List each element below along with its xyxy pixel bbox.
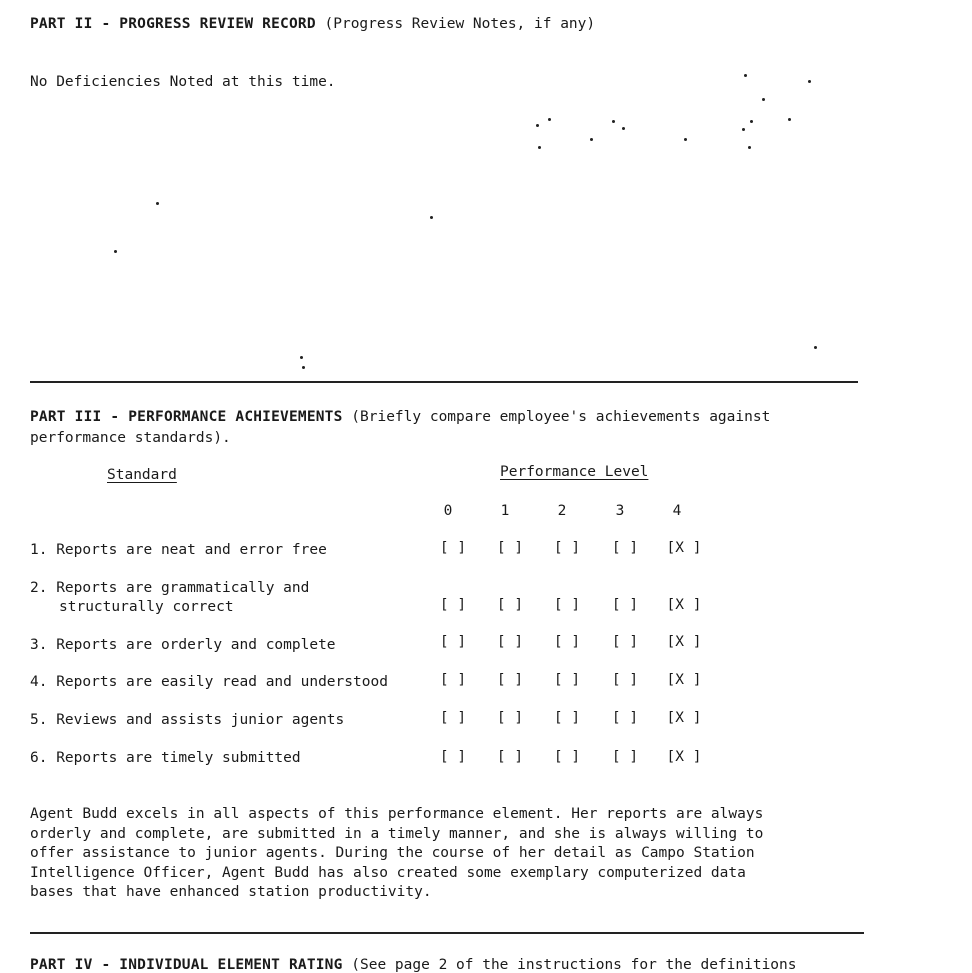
standard-row-label: 2. Reports are grammatically and — [30, 580, 310, 596]
rating-checkbox-3: [ ] — [611, 749, 639, 765]
rating-checkbox-4: [X ] — [666, 597, 702, 613]
standard-row-label: 1. Reports are neat and error free — [30, 542, 327, 558]
level-0-label: 0 — [443, 503, 453, 519]
narrative-line: bases that have enhanced station productivity. — [30, 884, 432, 900]
rating-checkbox-2: [ ] — [553, 710, 581, 726]
rating-checkbox-2: [ ] — [553, 634, 581, 650]
standard-row-label: 6. Reports are timely submitted — [30, 750, 301, 766]
standard-row-label: 3. Reports are orderly and complete — [30, 637, 336, 653]
standard-row-label: 5. Reviews and assists junior agents — [30, 712, 345, 728]
part3-heading-line — [30, 409, 770, 425]
part4-note: (See page 2 of the instructions for the definitions — [351, 957, 797, 973]
rating-checkbox-2: [ ] — [553, 672, 581, 688]
standard-row-label: 4. Reports are easily read and understood — [30, 674, 388, 690]
rating-checkbox-1: [ ] — [496, 672, 524, 688]
rating-checkbox-4: [X ] — [666, 634, 702, 650]
part2-note: (Progress Review Notes, if any) — [324, 16, 596, 32]
rating-checkbox-2: [ ] — [553, 749, 581, 765]
rating-checkbox-3: [ ] — [611, 672, 639, 688]
performance-level-header: Performance Level — [500, 464, 649, 480]
rating-checkbox-0: [ ] — [439, 540, 467, 556]
rating-checkbox-1: [ ] — [496, 710, 524, 726]
level-1-label: 1 — [500, 503, 510, 519]
level-3-label: 3 — [615, 503, 625, 519]
rating-checkbox-1: [ ] — [496, 749, 524, 765]
section-divider-bottom — [30, 932, 864, 934]
part4-heading: PART IV - INDIVIDUAL ELEMENT RATING — [30, 957, 343, 973]
rating-checkbox-4: [X ] — [666, 672, 702, 688]
part2-heading-line — [30, 16, 595, 32]
rating-checkbox-0: [ ] — [439, 597, 467, 613]
rating-checkbox-3: [ ] — [611, 597, 639, 613]
rating-checkbox-2: [ ] — [553, 597, 581, 613]
rating-checkbox-0: [ ] — [439, 710, 467, 726]
part3-note-line2: performance standards). — [30, 430, 231, 446]
rating-checkbox-2: [ ] — [553, 540, 581, 556]
rating-checkbox-0: [ ] — [439, 672, 467, 688]
rating-checkbox-4: [X ] — [666, 540, 702, 556]
part3-note-line1: (Briefly compare employee's achievements against — [351, 409, 771, 425]
rating-checkbox-0: [ ] — [439, 749, 467, 765]
part3-heading: PART III - PERFORMANCE ACHIEVEMENTS — [30, 409, 343, 425]
standard-row-label-cont: structurally correct — [59, 599, 234, 615]
part2-body: No Deficiencies Noted at this time. — [30, 74, 336, 90]
rating-checkbox-4: [X ] — [666, 749, 702, 765]
rating-checkbox-0: [ ] — [439, 634, 467, 650]
narrative-line: orderly and complete, are submitted in a timely manner, and she is always willing to — [30, 825, 764, 842]
rating-checkbox-1: [ ] — [496, 634, 524, 650]
rating-checkbox-3: [ ] — [611, 540, 639, 556]
part4-heading-line — [30, 957, 797, 973]
part2-heading: PART II - PROGRESS REVIEW RECORD — [30, 16, 316, 32]
level-2-label: 2 — [557, 503, 567, 519]
narrative-line: Intelligence Officer, Agent Budd has also created some exemplary computerized data — [30, 864, 746, 881]
narrative-line: Agent Budd excels in all aspects of this performance element. Her reports are always — [30, 806, 764, 822]
section-divider-top — [30, 381, 858, 383]
narrative-paragraph — [30, 805, 890, 903]
rating-checkbox-3: [ ] — [611, 634, 639, 650]
narrative-line: offer assistance to junior agents. During the course of her detail as Campo Station — [30, 845, 755, 861]
rating-checkbox-1: [ ] — [496, 540, 524, 556]
rating-checkbox-1: [ ] — [496, 597, 524, 613]
rating-checkbox-4: [X ] — [666, 710, 702, 726]
level-4-label: 4 — [672, 503, 682, 519]
rating-checkbox-3: [ ] — [611, 710, 639, 726]
standard-column-header: Standard — [107, 467, 177, 483]
